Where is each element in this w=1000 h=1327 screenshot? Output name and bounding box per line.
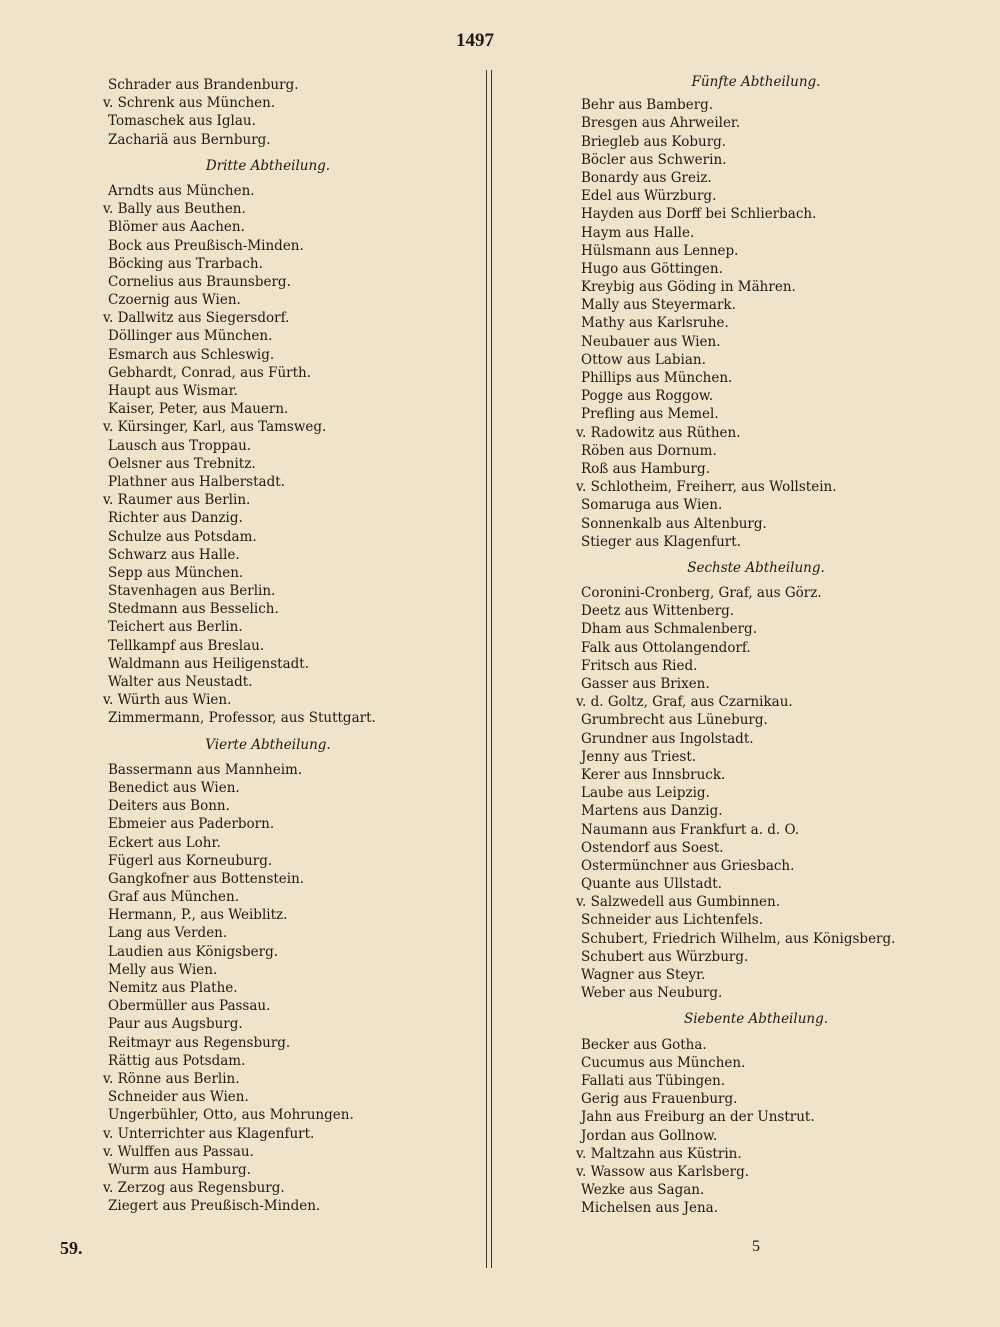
member-entry: Ottow aus Labian. xyxy=(581,351,706,368)
member-entry: Gasser aus Brixen. xyxy=(581,676,710,692)
member-entry: Tomaschek aus Iglau. xyxy=(108,113,256,130)
member-entry: Behr aus Bamberg. xyxy=(581,97,714,114)
member-entry: Quante aus Ullstadt. xyxy=(581,876,722,893)
member-entry: Bresgen aus Ahrweiler. xyxy=(581,115,741,132)
section-heading: Siebente Abtheilung. xyxy=(683,1011,829,1028)
member-entry: Schneider aus Wien. xyxy=(108,1089,249,1106)
member-entry: Melly aus Wien. xyxy=(108,961,218,978)
member-entry: Jenny aus Triest. xyxy=(581,748,697,765)
member-entry: Jordan aus Gollnow. xyxy=(581,1127,718,1144)
member-entry: Ostermünchner aus Griesbach. xyxy=(581,857,795,874)
member-entry: v. Unterrichter aus Klagenfurt. xyxy=(103,1125,315,1142)
member-entry: Michelsen aus Jena. xyxy=(581,1200,719,1217)
member-entry: Döllinger aus München. xyxy=(108,328,273,345)
member-entry: Schrader aus Brandenburg. xyxy=(108,77,299,93)
page-number: 1497 xyxy=(456,30,494,51)
member-entry: Weber aus Neuburg. xyxy=(581,985,723,1002)
member-entry: Zachariä aus Bernburg. xyxy=(108,131,271,148)
member-entry: Haupt aus Wismar. xyxy=(108,383,238,399)
member-entry: v. Rönne aus Berlin. xyxy=(103,1070,240,1087)
section-heading: Fünfte Abtheilung. xyxy=(691,74,821,90)
member-entry: Kaiser, Peter, aus Mauern. xyxy=(108,401,289,418)
right-column xyxy=(576,76,976,1217)
member-entry: Fügerl aus Korneuburg. xyxy=(108,852,273,869)
member-entry: Deetz aus Wittenberg. xyxy=(581,603,735,620)
member-entry: Czoernig aus Wien. xyxy=(108,292,241,309)
member-entry: Fritsch aus Ried. xyxy=(581,657,698,674)
member-entry: Zimmermann, Professor, aus Stuttgart. xyxy=(108,710,376,727)
member-entry: Hülsmann aus Lennep. xyxy=(581,242,739,259)
member-entry: v. Salzwedell aus Gumbinnen. xyxy=(576,894,781,911)
member-entry: Kerer aus Innsbruck. xyxy=(581,766,726,783)
column-divider xyxy=(486,70,492,1268)
member-entry: Stedmann aus Besselich. xyxy=(108,601,279,618)
member-entry: Deiters aus Bonn. xyxy=(108,798,230,815)
member-entry: Benedict aus Wien. xyxy=(108,779,240,796)
member-entry: Sonnenkalb aus Altenburg. xyxy=(581,515,767,532)
member-entry: v. Schlotheim, Freiherr, aus Wollstein. xyxy=(576,479,837,496)
member-entry: Dham aus Schmalenberg. xyxy=(581,621,757,638)
member-entry: v. Wassow aus Karlsberg. xyxy=(576,1163,750,1180)
member-entry: v. Dallwitz aus Siegersdorf. xyxy=(103,310,290,327)
member-entry: Ostendorf aus Soest. xyxy=(581,839,724,856)
member-entry: Haym aus Halle. xyxy=(581,224,695,241)
member-entry: Nemitz aus Plathe. xyxy=(108,980,238,996)
member-entry: Neubauer aus Wien. xyxy=(581,333,721,350)
member-entry: Grumbrecht aus Lüneburg. xyxy=(581,712,768,729)
member-entry: Obermüller aus Passau. xyxy=(108,998,271,1015)
member-entry: Hugo aus Göttingen. xyxy=(581,260,723,277)
member-entry: Phillips aus München. xyxy=(581,370,733,386)
member-entry: v. Maltzahn aus Küstrin. xyxy=(576,1145,742,1162)
member-entry: Sepp aus München. xyxy=(108,564,244,581)
member-entry: Tellkampf aus Breslau. xyxy=(108,637,265,654)
member-entry: Schwarz aus Halle. xyxy=(108,546,240,563)
member-entry: Böcler aus Schwerin. xyxy=(581,151,727,168)
member-entry: Arndts aus München. xyxy=(108,182,255,199)
member-entry: Prefling aus Memel. xyxy=(581,406,719,423)
member-entry: v. Wulffen aus Passau. xyxy=(103,1143,254,1160)
member-entry: Mally aus Steyermark. xyxy=(581,297,736,314)
member-entry: Pogge aus Roggow. xyxy=(581,388,714,405)
member-entry: Naumann aus Frankfurt a. d. O. xyxy=(581,821,800,838)
member-entry: Grundner aus Ingolstadt. xyxy=(581,730,754,747)
member-entry: Laube aus Leipzig. xyxy=(581,785,710,802)
member-entry: Fallati aus Tübingen. xyxy=(581,1072,726,1089)
member-entry: Wurm aus Hamburg. xyxy=(108,1161,251,1178)
member-entry: Hayden aus Dorff bei Schlierbach. xyxy=(581,206,817,223)
section-heading: Vierte Abtheilung. xyxy=(205,736,331,753)
member-entry: v. Zerzog aus Regensburg. xyxy=(103,1180,285,1197)
member-entry: Lang aus Verden. xyxy=(108,925,228,942)
member-entry: Briegleb aus Koburg. xyxy=(581,133,727,150)
member-entry: Schubert, Friedrich Wilhelm, aus Königsberg. xyxy=(581,930,896,947)
member-entry: Schulze aus Potsdam. xyxy=(108,528,257,545)
member-entry: Somaruga aus Wien. xyxy=(581,497,723,514)
member-entry: Ebmeier aus Paderborn. xyxy=(108,816,275,833)
member-entry: v. d. Goltz, Graf, aus Czarnikau. xyxy=(576,694,793,711)
member-entry: Edel aus Würzburg. xyxy=(581,188,717,205)
member-entry: Lausch aus Troppau. xyxy=(108,437,252,454)
section-heading: Dritte Abtheilung. xyxy=(205,157,331,174)
member-entry: Richter aus Danzig. xyxy=(108,510,243,527)
member-entry: Esmarch aus Schleswig. xyxy=(108,346,275,363)
member-entry: Roß aus Hamburg. xyxy=(581,460,710,477)
member-entry: Stavenhagen aus Berlin. xyxy=(108,583,276,600)
member-entry: Jahn aus Freiburg an der Unstrut. xyxy=(581,1109,815,1126)
member-entry: Coronini-Cronberg, Graf, aus Görz. xyxy=(581,585,822,602)
member-entry: Gebhardt, Conrad, aus Fürth. xyxy=(108,364,312,381)
member-entry: Rättig aus Potsdam. xyxy=(108,1052,246,1069)
member-entry: Laudien aus Königsberg. xyxy=(108,943,279,960)
member-entry: Oelsner aus Trebnitz. xyxy=(108,455,256,472)
section-heading: Sechste Abtheilung. xyxy=(687,559,825,576)
member-entry: Paur aus Augsburg. xyxy=(108,1016,243,1033)
member-entry: Ungerbühler, Otto, aus Mohrungen. xyxy=(108,1107,354,1124)
member-entry: Becker aus Gotha. xyxy=(581,1036,707,1053)
member-entry: Bock aus Preußisch-Minden. xyxy=(108,237,304,254)
member-entry: Teichert aus Berlin. xyxy=(108,619,243,636)
member-entry: v. Radowitz aus Rüthen. xyxy=(576,424,741,441)
member-entry: Eckert aus Lohr. xyxy=(108,834,221,851)
member-entry: v. Schrenk aus München. xyxy=(103,95,276,112)
member-entry: Reitmayr aus Regensburg. xyxy=(108,1034,291,1051)
member-entry: v. Kürsinger, Karl, aus Tamsweg. xyxy=(103,419,327,436)
member-entry: Kreybig aus Göding in Mähren. xyxy=(581,279,796,296)
member-entry: Hermann, P., aus Weiblitz. xyxy=(108,907,288,924)
member-entry: Gangkofner aus Bottenstein. xyxy=(108,870,305,887)
member-entry: Bonardy aus Greiz. xyxy=(581,169,712,186)
member-entry: Plathner aus Halberstadt. xyxy=(108,473,285,490)
member-entry: Mathy aus Karlsruhe. xyxy=(581,315,729,332)
member-entry: v. Bally aus Beuthen. xyxy=(103,201,246,218)
member-entry: Böcking aus Trarbach. xyxy=(108,255,263,272)
member-entry: Schubert aus Würzburg. xyxy=(581,948,749,965)
member-entry: Röben aus Dornum. xyxy=(581,442,717,459)
member-entry: Gerig aus Frauenburg. xyxy=(581,1091,738,1108)
member-entry: Graf aus München. xyxy=(108,889,239,906)
member-entry: Martens aus Danzig. xyxy=(581,803,723,820)
member-entry: Bassermann aus Mannheim. xyxy=(108,761,303,778)
sheet-mark: 5 xyxy=(752,1238,760,1255)
member-entry: v. Raumer aus Berlin. xyxy=(103,492,251,509)
signature-mark: 59. xyxy=(60,1238,83,1258)
member-entry: Falk aus Ottolangendorf. xyxy=(581,639,751,656)
member-entry: Schneider aus Lichtenfels. xyxy=(581,912,764,929)
member-entry: Cornelius aus Braunsberg. xyxy=(108,273,291,290)
member-entry: v. Würth aus Wien. xyxy=(103,692,232,709)
member-entry: Wezke aus Sagan. xyxy=(581,1182,705,1199)
member-entry: Blömer aus Aachen. xyxy=(108,219,245,236)
member-entry: Cucumus aus München. xyxy=(581,1054,746,1071)
member-entry: Stieger aus Klagenfurt. xyxy=(581,533,741,550)
member-entry: Walter aus Neustadt. xyxy=(108,674,253,690)
left-column xyxy=(103,76,478,1215)
member-entry: Ziegert aus Preußisch-Minden. xyxy=(108,1198,321,1215)
member-entry: Waldmann aus Heiligenstadt. xyxy=(108,655,310,672)
member-entry: Wagner aus Steyr. xyxy=(581,967,706,983)
